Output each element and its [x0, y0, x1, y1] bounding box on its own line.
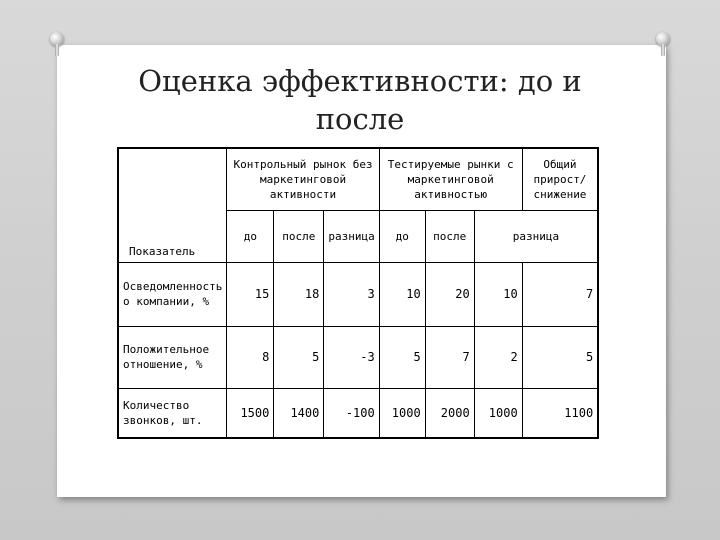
table-header-row	[118, 148, 598, 210]
table-cell: -3	[324, 326, 379, 388]
table-cell: 1400	[274, 388, 324, 438]
table-row	[118, 388, 598, 438]
table-cell: 1500	[227, 388, 274, 438]
table-cell: 1000	[474, 388, 522, 438]
table-cell: 5	[274, 326, 324, 388]
subheader-after-test: после	[425, 210, 474, 262]
test-group-header: Тестируемые рынки с маркетинговой активностью	[379, 148, 522, 210]
table-cell: 7	[425, 326, 474, 388]
table-cell: 10	[474, 262, 522, 326]
control-group-header: Контрольный рынок без маркетинговой активности	[227, 148, 379, 210]
table-cell: -100	[324, 388, 379, 438]
results-table	[117, 147, 599, 439]
table-row	[118, 326, 598, 388]
table-cell: 15	[227, 262, 274, 326]
table-cell: 8	[227, 326, 274, 388]
row-label: Количество звонков, шт.	[118, 388, 227, 438]
table-cell: 18	[274, 262, 324, 326]
subheader-diff-test: разница	[474, 210, 598, 262]
table-row	[118, 262, 598, 326]
total-header: Общий прирост/снижение	[522, 148, 598, 210]
row-label: Осведомленность о компании, %	[118, 262, 227, 326]
table-cell: 10	[379, 262, 425, 326]
table-cell: 7	[522, 262, 598, 326]
pushpin-right-icon	[656, 32, 670, 54]
indicator-header: Показатель	[118, 148, 227, 262]
subheader-before: до	[227, 210, 274, 262]
table-cell: 5	[379, 326, 425, 388]
subheader-before-test: до	[379, 210, 425, 262]
slide-title-line2: после	[315, 102, 405, 136]
table-cell: 3	[324, 262, 379, 326]
table-cell: 1100	[522, 388, 598, 438]
slide-title	[120, 62, 600, 138]
pushpin-left-icon	[50, 32, 64, 54]
table-cell: 5	[522, 326, 598, 388]
table-cell: 2000	[425, 388, 474, 438]
table-cell: 20	[425, 262, 474, 326]
slide-title-line1: Оценка эффективности: до и	[138, 64, 582, 98]
table-cell: 2	[474, 326, 522, 388]
table-cell: 1000	[379, 388, 425, 438]
row-label: Положительное отношение, %	[118, 326, 227, 388]
subheader-diff: разница	[324, 210, 379, 262]
subheader-after: после	[274, 210, 324, 262]
